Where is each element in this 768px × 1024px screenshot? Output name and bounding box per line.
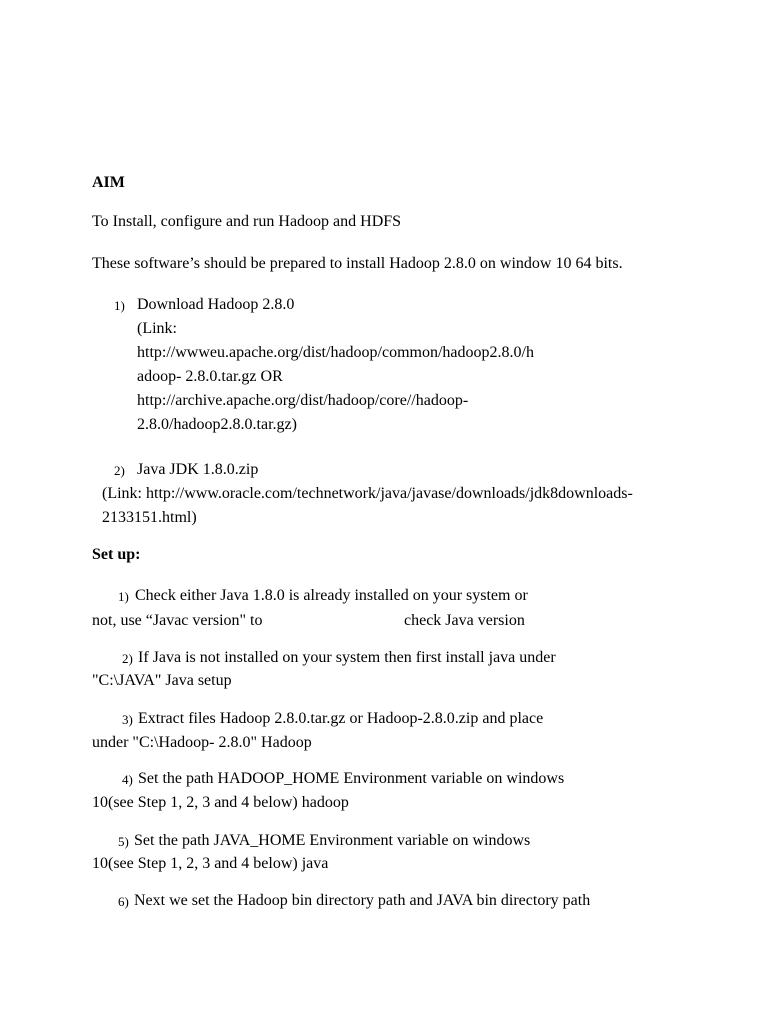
setup-step-6-text: Next we set the Hadoop bin directory path and JAVA bin directory path: [134, 892, 591, 909]
prereq-intro: These software’s should be prepared to install Hadoop 2.8.0 on window 10 64 bits.: [92, 255, 623, 272]
setup-step-3-text: Extract files Hadoop 2.8.0.tar.gz or Hadoop-2.8.0.zip and place: [138, 710, 544, 727]
download-1-title: Download Hadoop 2.8.0: [137, 296, 295, 313]
setup-step-3-number: 3): [122, 712, 133, 727]
download-1-number: 1): [114, 298, 125, 313]
setup-step-1-text: not, use “Javac version" to: [92, 612, 263, 629]
setup-step-4-text: Set the path HADOOP_HOME Environment variable on windows: [138, 770, 565, 787]
setup-step-1-number: 1): [118, 589, 129, 604]
download-1-line: http://archive.apache.org/dist/hadoop/core//hadoop-: [137, 392, 469, 409]
setup-step-1-text: check Java version: [404, 612, 525, 629]
setup-step-5-text: Set the path JAVA_HOME Environment variable on windows: [134, 832, 531, 849]
aim-objective: To Install, configure and run Hadoop and HDFS: [92, 213, 402, 230]
download-1-line: adoop- 2.8.0.tar.gz OR: [137, 368, 283, 385]
setup-step-5-text: 10(see Step 1, 2, 3 and 4 below) java: [92, 855, 329, 872]
aim-heading: AIM: [92, 174, 125, 191]
setup-step-5-number: 5): [118, 834, 129, 849]
setup-step-2-text: If Java is not installed on your system then first install java under: [138, 649, 556, 666]
setup-step-4-text: 10(see Step 1, 2, 3 and 4 below) hadoop: [92, 794, 349, 811]
download-1-line: http://wwweu.apache.org/dist/hadoop/common/hadoop2.8.0/h: [137, 344, 534, 361]
setup-step-2-text: "C:\JAVA" Java setup: [92, 672, 232, 689]
setup-step-3-text: under "C:\Hadoop- 2.8.0" Hadoop: [92, 734, 312, 751]
download-1-line: 2.8.0/hadoop2.8.0.tar.gz): [137, 416, 297, 433]
download-1-line: (Link:: [137, 320, 177, 337]
setup-step-6-number: 6): [118, 894, 129, 909]
download-2-title: Java JDK 1.8.0.zip: [137, 461, 259, 478]
download-2-line: (Link: http://www.oracle.com/technetwork/java/javase/downloads/jdk8downloads-: [102, 485, 633, 502]
setup-heading: Set up:: [92, 546, 141, 563]
download-2-line: 2133151.html): [102, 509, 197, 526]
setup-step-4-number: 4): [122, 772, 133, 787]
setup-step-1-text: Check either Java 1.8.0 is already installed on your system or: [135, 587, 528, 604]
download-2-number: 2): [114, 463, 125, 478]
setup-step-2-number: 2): [122, 651, 133, 666]
